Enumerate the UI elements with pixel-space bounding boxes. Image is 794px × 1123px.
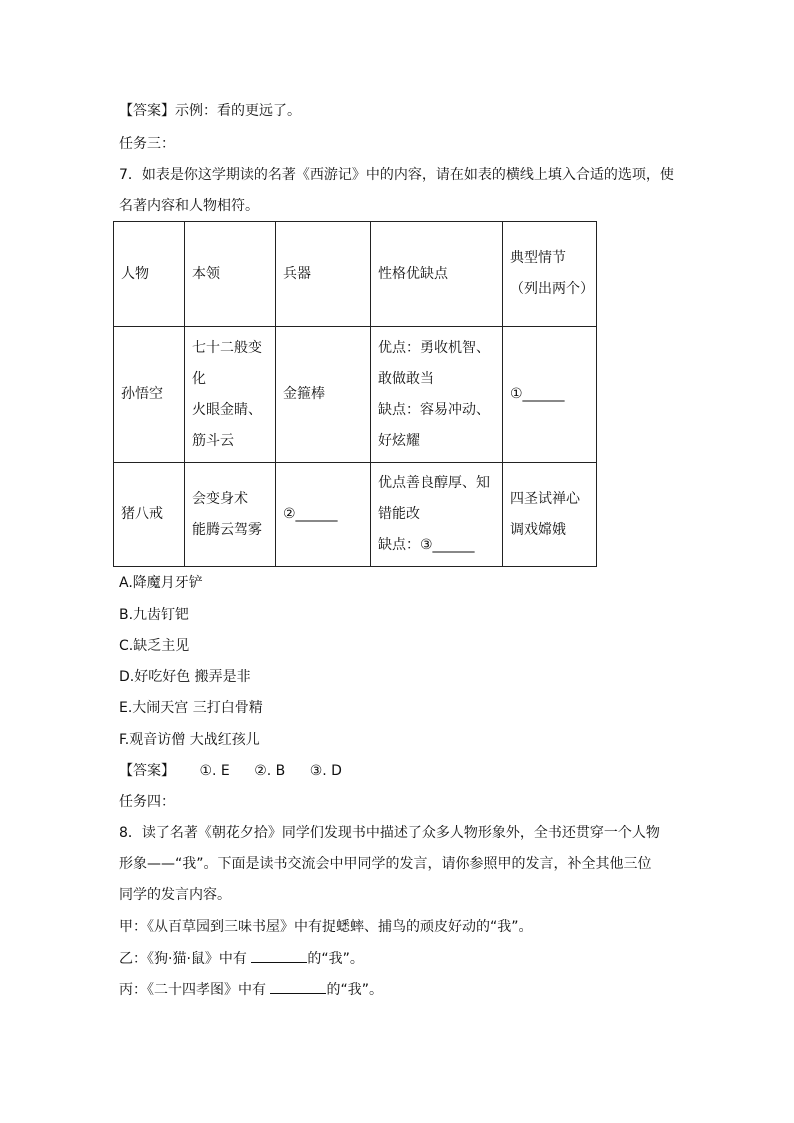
personality-line: 缺点：③______ (378, 537, 475, 553)
question8-line2: 形象——“我”。下面是读书交流会中甲同学的发言，请你参照甲的发言，补全其他三位 (119, 856, 652, 872)
skill-line: 会变身术 (192, 490, 248, 507)
personality-line: 缺点：容易冲动、 (378, 401, 490, 418)
option-b: B.九齿钉钯 (119, 607, 190, 623)
skill-cell (185, 327, 276, 463)
episode-line: 四圣试禅心 (510, 490, 580, 507)
fill-blank[interactable] (270, 979, 326, 994)
question8-line1: 8．读了名著《朝花夕拾》同学们发现书中描述了众多人物形象外，全书还贯穿一个人物 (119, 825, 660, 841)
fill-blank[interactable] (251, 948, 307, 963)
answer-item: ②. B (254, 763, 286, 779)
character-cell: 孙悟空 (114, 327, 185, 463)
header-episodes-line1: 典型情节 (510, 250, 566, 266)
answer-text: 示例：看的更远了。 (175, 103, 301, 119)
option-e: E.大闹天宫 三打白骨精 (119, 700, 263, 716)
task3-answer (119, 761, 342, 781)
answer-item: ③. D (309, 763, 342, 779)
skill-line: 能腾云驾雾 (192, 521, 262, 538)
header-personality: 性格优缺点 (371, 222, 503, 327)
weapon-blank-2: ②______ (276, 463, 371, 567)
answer-label: 【答案】 (119, 763, 175, 779)
personality-line: 好炫耀 (378, 432, 420, 449)
skill-cell (185, 463, 276, 567)
task4-title: 任务四： (119, 794, 175, 810)
question7-line2: 名著内容和人物相符。 (119, 198, 259, 214)
skill-line: 筋斗云 (192, 432, 234, 449)
episodes-blank-1: ①______ (503, 327, 597, 463)
personality-cell (371, 327, 503, 463)
answer-item: ①. E (199, 763, 230, 779)
weapon-cell: 金箍棒 (276, 327, 371, 463)
statement-suffix: 的“我”。 (307, 951, 364, 967)
task3-title: 任务三： (119, 136, 175, 152)
header-weapon: 兵器 (276, 222, 371, 327)
journey-to-the-west-table (113, 221, 597, 567)
table-row (114, 327, 597, 463)
character-cell: 猪八戒 (114, 463, 185, 567)
statement-jia: 甲：《从百草园到三味书屋》中有捉蟋蟀、捕鸟的顽皮好动的“我”。 (119, 919, 533, 935)
skill-line: 七十二般变 (192, 339, 262, 356)
answer-label: 【答案】 (119, 103, 175, 119)
personality-line: 优点：勇收机智、 (378, 339, 490, 356)
statement-bing (119, 979, 383, 1000)
personality-line: 错能改 (378, 506, 420, 522)
statement-prefix: 乙：《狗·猫·鼠》中有 (119, 951, 247, 967)
question7-line1: 7．如表是你这学期读的名著《西游记》中的内容，请在如表的横线上填入合适的选项，使 (119, 167, 674, 183)
personality-line: 优点善良醇厚、知 (378, 475, 490, 491)
statement-yi (119, 948, 364, 969)
option-c: C.缺乏主见 (119, 638, 190, 654)
episode-line: 调戏嫦娥 (510, 521, 566, 538)
option-a: A.降魔月牙铲 (119, 575, 203, 591)
episodes-cell (503, 463, 597, 567)
statement-prefix: 丙：《二十四孝图》中有 (119, 982, 266, 998)
skill-line: 化 (192, 370, 206, 387)
statement-suffix: 的“我”。 (326, 982, 383, 998)
table-header-row (114, 222, 597, 327)
question8-line3: 同学的发言内容。 (119, 887, 231, 903)
header-character: 人物 (114, 222, 185, 327)
personality-line: 敢做敢当 (378, 370, 434, 387)
header-skill: 本领 (185, 222, 276, 327)
header-episodes-line2: （列出两个） (510, 281, 594, 297)
option-f: F.观音访僧 大战红孩儿 (119, 732, 260, 748)
option-d: D.好吃好色 搬弄是非 (119, 669, 251, 685)
personality-cell (371, 463, 503, 567)
previous-answer (119, 101, 301, 121)
skill-line: 火眼金睛、 (192, 401, 262, 418)
table-row (114, 463, 597, 567)
header-episodes (503, 222, 597, 327)
